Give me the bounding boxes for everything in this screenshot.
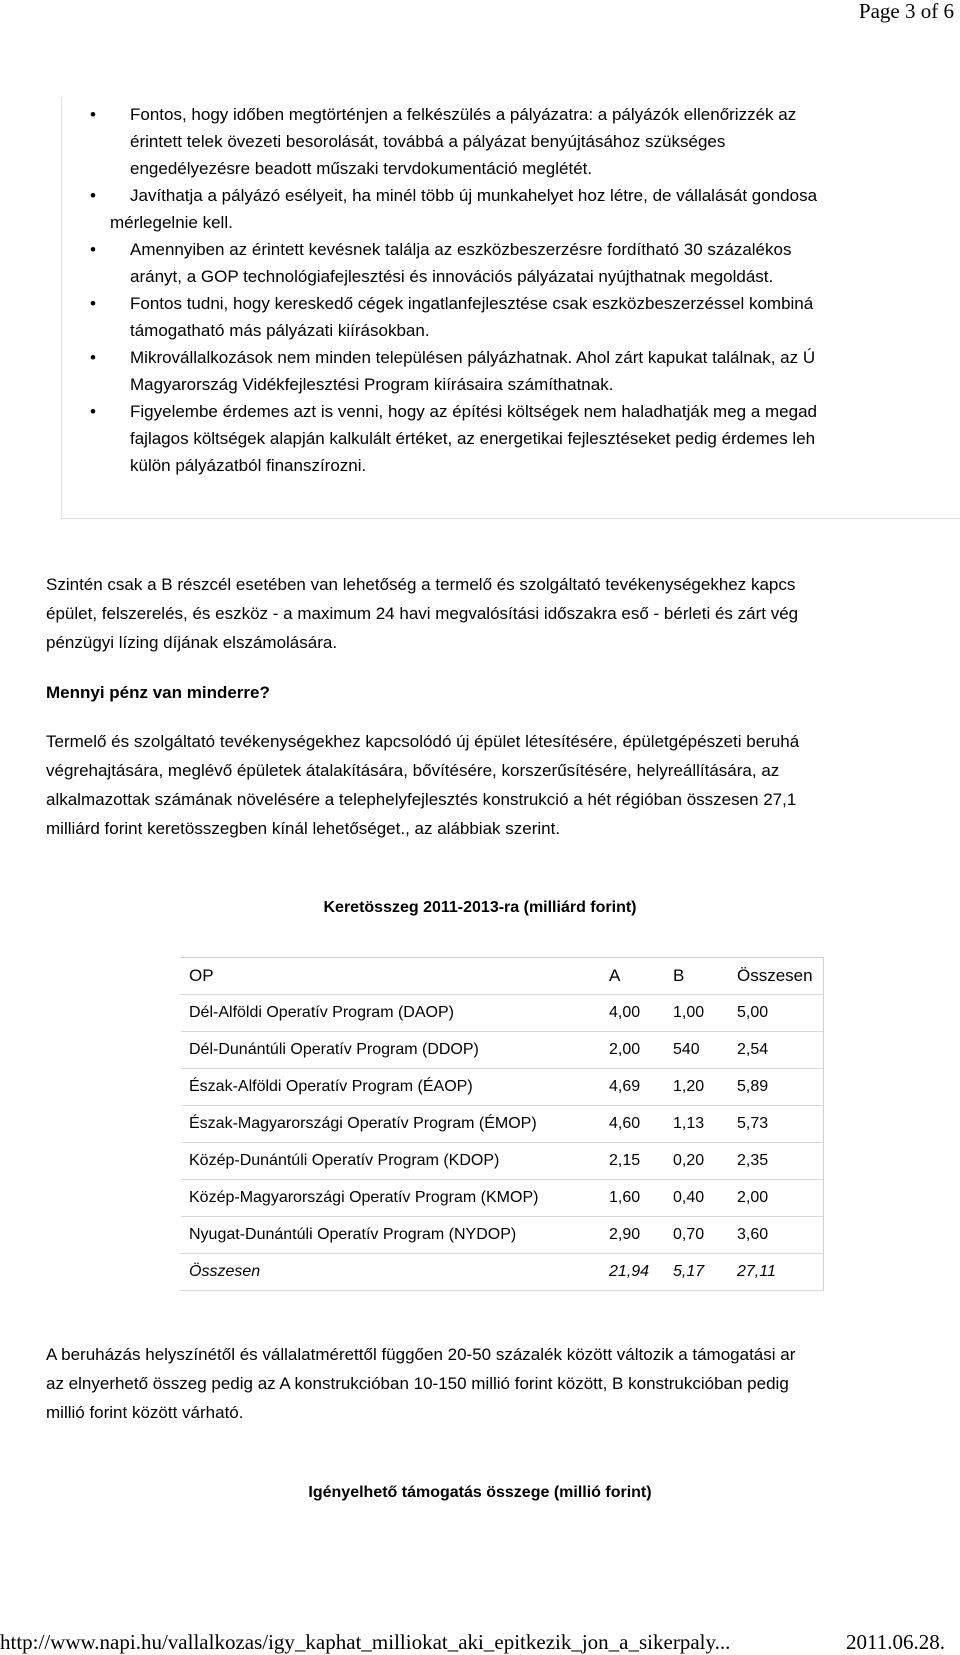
text-line: A beruházás helyszínétől és vállalatmérettől függően 20-50 százalék között változik a támogatási ar	[46, 1345, 796, 1364]
list-item	[90, 290, 817, 344]
table-row	[181, 995, 824, 1032]
bullet-icon: •	[90, 348, 96, 367]
list-item	[90, 398, 817, 479]
bullet-icon: •	[90, 186, 96, 205]
list-item	[90, 182, 818, 236]
text-line: arányt, a GOP technológiafejlesztési és innovációs pályázatai nyújthatnak megoldást.	[130, 267, 774, 286]
table-cell: Nyugat-Dunántúli Operatív Program (NYDOP)	[181, 1217, 601, 1254]
bullet-icon: •	[90, 402, 96, 421]
table-row	[181, 1106, 824, 1143]
budget-table	[181, 957, 824, 1291]
table-row	[181, 1032, 824, 1069]
text-line: épület, felszerelés, és eszköz - a maximum 24 havi megvalósítási időszakra eső - bérleti és zárt vég	[46, 604, 799, 623]
table-cell: 4,69	[601, 1069, 665, 1106]
table-cell: Közép-Dunántúli Operatív Program (KDOP)	[181, 1143, 601, 1180]
list-item	[90, 101, 817, 182]
bullet-icon: •	[90, 105, 96, 124]
footer-date: 2011.06.28.	[846, 1630, 945, 1654]
text-line: külön pályázatból finanszírozni.	[130, 456, 367, 475]
text-line: alkalmazottak számának növelésére a telephelyfejlesztés konstrukció a hét régióban összesen 27,1	[46, 790, 797, 809]
table-header-row	[181, 958, 824, 995]
text-line: millió forint között várható.	[46, 1403, 244, 1422]
table-cell: 2,00	[601, 1032, 665, 1069]
text-line: az elnyerhető összeg pedig az A konstrukcióban 10-150 millió forint között, B konstrukcióban pedig	[46, 1374, 789, 1393]
text-line: végrehajtására, meglévő épületek átalakítására, bővítésére, korszerűsítésére, helyreállítására, az	[46, 761, 780, 780]
section-heading: Mennyi pénz van minderre?	[46, 683, 270, 702]
table-caption: Keretösszeg 2011-2013-ra (milliárd forint)	[323, 899, 637, 916]
table-cell: Észak-Magyarországi Operatív Program (ÉMOP)	[181, 1106, 601, 1143]
text-line: pénzügyi lízing díjának elszámolására.	[46, 633, 338, 652]
text-line: Javíthatja a pályázó esélyeit, ha minél több új munkahelyet hoz létre, de vállalását gondosa	[130, 186, 818, 205]
table-cell: Észak-Alföldi Operatív Program (ÉAOP)	[181, 1069, 601, 1106]
text-line: Figyelembe érdemes azt is venni, hogy az építési költségek nem haladhatják meg a megad	[130, 402, 817, 421]
table-cell: 5,00	[729, 995, 824, 1032]
list-item	[90, 236, 817, 290]
table-cell: 21,94	[601, 1254, 665, 1291]
table-cell: 27,11	[729, 1254, 824, 1291]
table-cell: 540	[665, 1032, 729, 1069]
table-caption-2: Igényelhető támogatás összege (millió forint)	[308, 1484, 652, 1501]
text-line: milliárd forint keretösszegben kínál lehetőséget., az alábbiak szerint.	[46, 819, 561, 838]
table-cell: 2,54	[729, 1032, 824, 1069]
table-row	[181, 1180, 824, 1217]
table-cell: 1,00	[665, 995, 729, 1032]
page-number: Page 3 of 6	[858, 0, 954, 23]
table-cell: Közép-Magyarországi Operatív Program (KMOP)	[181, 1180, 601, 1217]
table-cell: 1,13	[665, 1106, 729, 1143]
table-cell: 4,60	[601, 1106, 665, 1143]
text-line: Magyarország Vidékfejlesztési Program kiírásaira számíthatnak.	[130, 375, 614, 394]
column-header: A	[601, 958, 665, 995]
table-total-row	[181, 1254, 824, 1291]
table-cell: 0,70	[665, 1217, 729, 1254]
list-item	[90, 344, 817, 398]
text-line: engedélyezésre beadott műszaki tervdokumentáció meglétét.	[130, 159, 593, 178]
text-line: támogatható más pályázati kiírásokban.	[130, 321, 430, 340]
table-cell: Dél-Alföldi Operatív Program (DAOP)	[181, 995, 601, 1032]
table-cell: 0,20	[665, 1143, 729, 1180]
tips-list	[90, 101, 818, 479]
bullet-icon: •	[90, 294, 96, 313]
page-footer	[0, 1630, 960, 1655]
text-line: Amennyiben az érintett kevésnek találja az eszközbeszerzésre fordítható 30 százalékos	[130, 240, 792, 259]
table-cell: Dél-Dunántúli Operatív Program (DDOP)	[181, 1032, 601, 1069]
paragraph-lease	[46, 570, 798, 657]
text-line: fajlagos költségek alapján kalkulált értéket, az energetikai fejlesztéseket pedig érdemes leh	[130, 429, 816, 448]
table-cell: Összesen	[181, 1254, 601, 1291]
bullet-icon: •	[90, 240, 96, 259]
text-line: érintett telek övezeti besorolását, továbbá a pályázat benyújtásához szükséges	[130, 132, 726, 151]
text-line: Szintén csak a B részcél esetében van lehetőség a termelő és szolgáltató tevékenységekhez kapcs	[46, 575, 796, 594]
text-line: Termelő és szolgáltató tevékenységekhez kapcsolódó új épület létesítésére, épületgépészeti beruhá	[46, 732, 800, 751]
table-cell: 5,89	[729, 1069, 824, 1106]
table-cell: 2,00	[729, 1180, 824, 1217]
text-line: Fontos tudni, hogy kereskedő cégek ingatlanfejlesztése csak eszközbeszerzéssel kombiná	[130, 294, 814, 313]
table-row	[181, 1069, 824, 1106]
table-row	[181, 1143, 824, 1180]
table-cell: 5,17	[665, 1254, 729, 1291]
table-cell: 4,00	[601, 995, 665, 1032]
paragraph-budget	[46, 727, 799, 843]
table-row	[181, 1217, 824, 1254]
table-cell: 2,90	[601, 1217, 665, 1254]
paragraph-support-rate	[46, 1340, 795, 1427]
table-cell: 5,73	[729, 1106, 824, 1143]
column-header: OP	[181, 958, 601, 995]
table-cell: 2,15	[601, 1143, 665, 1180]
table-cell: 0,40	[665, 1180, 729, 1217]
column-header: B	[665, 958, 729, 995]
table-cell: 2,35	[729, 1143, 824, 1180]
text-line: Fontos, hogy időben megtörténjen a felkészülés a pályázatra: a pályázók ellenőrizzék az	[130, 105, 797, 124]
column-header: Összesen	[729, 958, 824, 995]
table-cell: 3,60	[729, 1217, 824, 1254]
text-line: Mikrovállalkozások nem minden településen pályázhatnak. Ahol zárt kapukat találnak, az Ú	[130, 348, 816, 367]
table-cell: 1,60	[601, 1180, 665, 1217]
footer-url: http://www.napi.hu/vallalkozas/igy_kaphat_milliokat_aki_epitkezik_jon_a_sikerpaly...	[0, 1630, 731, 1654]
text-line: mérlegelnie kell.	[110, 213, 233, 232]
table-cell: 1,20	[665, 1069, 729, 1106]
